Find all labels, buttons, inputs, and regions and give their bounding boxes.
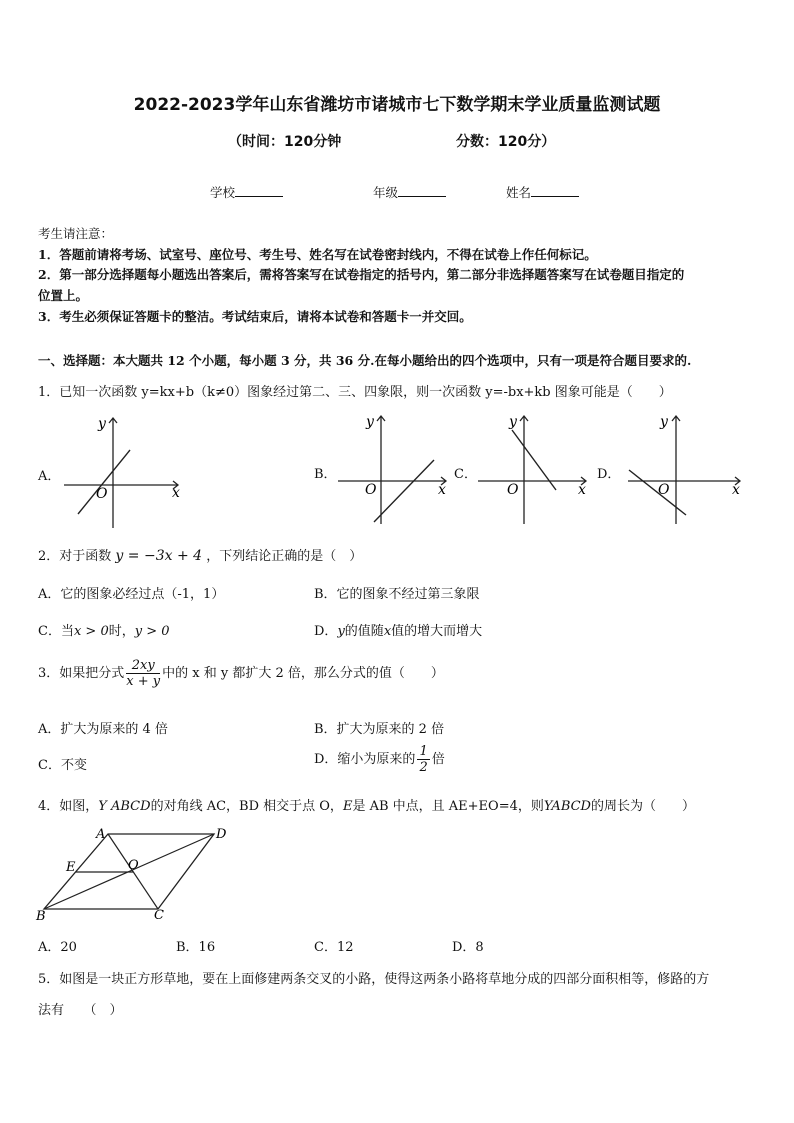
graph-line bbox=[374, 460, 434, 522]
x-axis-label: x bbox=[172, 485, 180, 501]
exam-score: 分数：120分） bbox=[456, 134, 556, 150]
q4-parallelogram-figure bbox=[36, 824, 236, 924]
q2-c-cond1: x > 0 bbox=[73, 624, 109, 639]
name-field bbox=[506, 183, 579, 201]
label-d: D bbox=[216, 827, 227, 842]
school-label: 学校 bbox=[210, 185, 236, 200]
graph-line bbox=[78, 450, 130, 514]
q3-d-post: 倍 bbox=[431, 752, 445, 767]
q4-para2: YABCD bbox=[543, 799, 591, 814]
q2-option-b[interactable]: B．它的图象不经过第三象限 bbox=[314, 587, 480, 602]
name-label: 姓名 bbox=[506, 185, 532, 200]
grade-field bbox=[373, 183, 446, 201]
notice-item: 2．第一部分选择题每小题选出答案后，需将答案写在试卷指定的括号内，第二部分非选择题答案写在试卷题目指定的 bbox=[38, 267, 685, 282]
q3-option-d[interactable] bbox=[314, 744, 445, 775]
q4-stem-mid2: 是 AB 中点，且 AE+EO=4，则 bbox=[352, 799, 544, 814]
label-c: C bbox=[154, 908, 164, 923]
q2-option-a[interactable]: A．它的图象必经过点（-1，1） bbox=[38, 587, 225, 602]
q1-option-d[interactable]: D． bbox=[597, 467, 621, 482]
label-a: A bbox=[96, 827, 106, 842]
q1-graph-a bbox=[60, 412, 185, 530]
q2-c-pre: C．当 bbox=[38, 624, 74, 639]
question-5-line1: 5．如图是一块正方形草地，要在上面修建两条交叉的小路，使得这两条小路将草地分成的四部分面积相等，修路的方 bbox=[38, 972, 710, 987]
q3-d-num: 1 bbox=[419, 744, 428, 759]
q3-fraction-num: 2xy bbox=[126, 658, 160, 674]
grade-blank[interactable] bbox=[398, 184, 446, 197]
grade-label: 年级 bbox=[373, 185, 399, 200]
origin-label: O bbox=[507, 482, 519, 498]
q2-d-x: x bbox=[383, 624, 392, 639]
q2-c-cond2: y > 0 bbox=[134, 624, 170, 639]
question-5-line2: 法有 （ ） bbox=[38, 1003, 123, 1018]
q4-option-c[interactable]: C．12 bbox=[314, 940, 354, 955]
q4-para1: Y ABCD bbox=[98, 799, 151, 814]
origin-label: O bbox=[365, 482, 377, 498]
exam-time: （时间：120分钟 bbox=[228, 134, 342, 150]
x-axis-label: x bbox=[578, 482, 586, 498]
q2-stem-post: ，下列结论正确的是（ ） bbox=[206, 549, 363, 564]
q3-d-fraction bbox=[417, 744, 429, 775]
section-heading: 一、选择题：本大题共 12 个小题，每小题 3 分，共 36 分.在每小题给出的四个选项中，只有一项是符合题目要求的. bbox=[38, 353, 692, 368]
q4-stem-pre: 4．如图， bbox=[38, 799, 99, 814]
school-field bbox=[210, 183, 283, 201]
y-axis-label: y bbox=[660, 414, 668, 430]
q2-d-y: y bbox=[337, 624, 345, 639]
q1-graph-b bbox=[334, 410, 452, 528]
notice-item: 3．考生必须保证答题卡的整洁。考试结束后，请将本试卷和答题卡一并交回。 bbox=[38, 309, 472, 324]
question-4-stem bbox=[38, 795, 695, 814]
q4-stem-post: 的周长为（ ） bbox=[590, 799, 695, 814]
name-blank[interactable] bbox=[531, 184, 579, 197]
q3-option-b[interactable]: B．扩大为原来的 2 倍 bbox=[314, 722, 445, 737]
label-b: B bbox=[36, 909, 46, 924]
q2-d-mid: 的值随 bbox=[344, 624, 384, 639]
q1-option-a[interactable]: A． bbox=[38, 469, 61, 484]
q2-option-d[interactable] bbox=[314, 620, 482, 639]
q3-option-c[interactable]: C．不变 bbox=[38, 758, 87, 773]
q2-stem-pre: 2．对于函数 bbox=[38, 549, 112, 564]
origin-label: O bbox=[96, 486, 108, 502]
q3-option-a[interactable]: A．扩大为原来的 4 倍 bbox=[38, 722, 168, 737]
y-axis-label: y bbox=[366, 414, 374, 430]
question-3-stem bbox=[38, 658, 444, 689]
q3-fraction bbox=[126, 658, 160, 689]
x-axis-label: x bbox=[438, 482, 446, 498]
q3-stem-post: 中的 x 和 y 都扩大 2 倍，那么分式的值（ ） bbox=[162, 666, 444, 681]
q2-option-c[interactable] bbox=[38, 620, 170, 639]
q2-function: y = −3x + 4 bbox=[115, 548, 203, 564]
q2-d-pre: D． bbox=[314, 624, 338, 639]
q4-option-d[interactable]: D．8 bbox=[452, 940, 484, 955]
q3-d-pre: D．缩小为原来的 bbox=[314, 752, 416, 767]
question-2-stem bbox=[38, 545, 362, 564]
q2-c-mid: 时， bbox=[108, 624, 135, 639]
q1-graph-d bbox=[624, 410, 746, 528]
y-axis-label: y bbox=[509, 414, 517, 430]
q1-option-b[interactable]: B． bbox=[314, 467, 337, 482]
page-title: 2022-2023学年山东省潍坊市诸城市七下数学期末学业质量监测试题 bbox=[133, 95, 661, 115]
y-axis-label: y bbox=[98, 416, 106, 432]
q4-e: E bbox=[342, 799, 353, 814]
q1-graph-c bbox=[474, 410, 592, 528]
label-e: E bbox=[66, 860, 76, 875]
label-o: O bbox=[128, 858, 139, 873]
q3-d-den: 2 bbox=[419, 760, 428, 775]
q4-option-a[interactable]: A．20 bbox=[38, 940, 77, 955]
q1-option-c[interactable]: C． bbox=[454, 467, 477, 482]
school-blank[interactable] bbox=[235, 184, 283, 197]
question-1-stem: 1．已知一次函数 y=kx+b（k≠0）图象经过第二、三、四象限，则一次函数 y=-bx+kb 图象可能是（ ） bbox=[38, 385, 672, 400]
notice-item: 位置上。 bbox=[38, 288, 89, 303]
q4-stem-mid: 的对角线 AC，BD 相交于点 O， bbox=[150, 799, 343, 814]
q4-option-b[interactable]: B．16 bbox=[176, 940, 216, 955]
q3-stem-pre: 3．如果把分式 bbox=[38, 666, 125, 681]
notice-item: 1．答题前请将考场、试室号、座位号、考生号、姓名写在试卷密封线内，不得在试卷上作任何标记。 bbox=[38, 247, 597, 262]
x-axis-label: x bbox=[732, 482, 740, 498]
notice-heading: 考生请注意： bbox=[38, 226, 114, 241]
origin-label: O bbox=[658, 482, 670, 498]
q3-fraction-den: x + y bbox=[126, 674, 161, 689]
q2-d-post: 值的增大而增大 bbox=[391, 624, 483, 639]
